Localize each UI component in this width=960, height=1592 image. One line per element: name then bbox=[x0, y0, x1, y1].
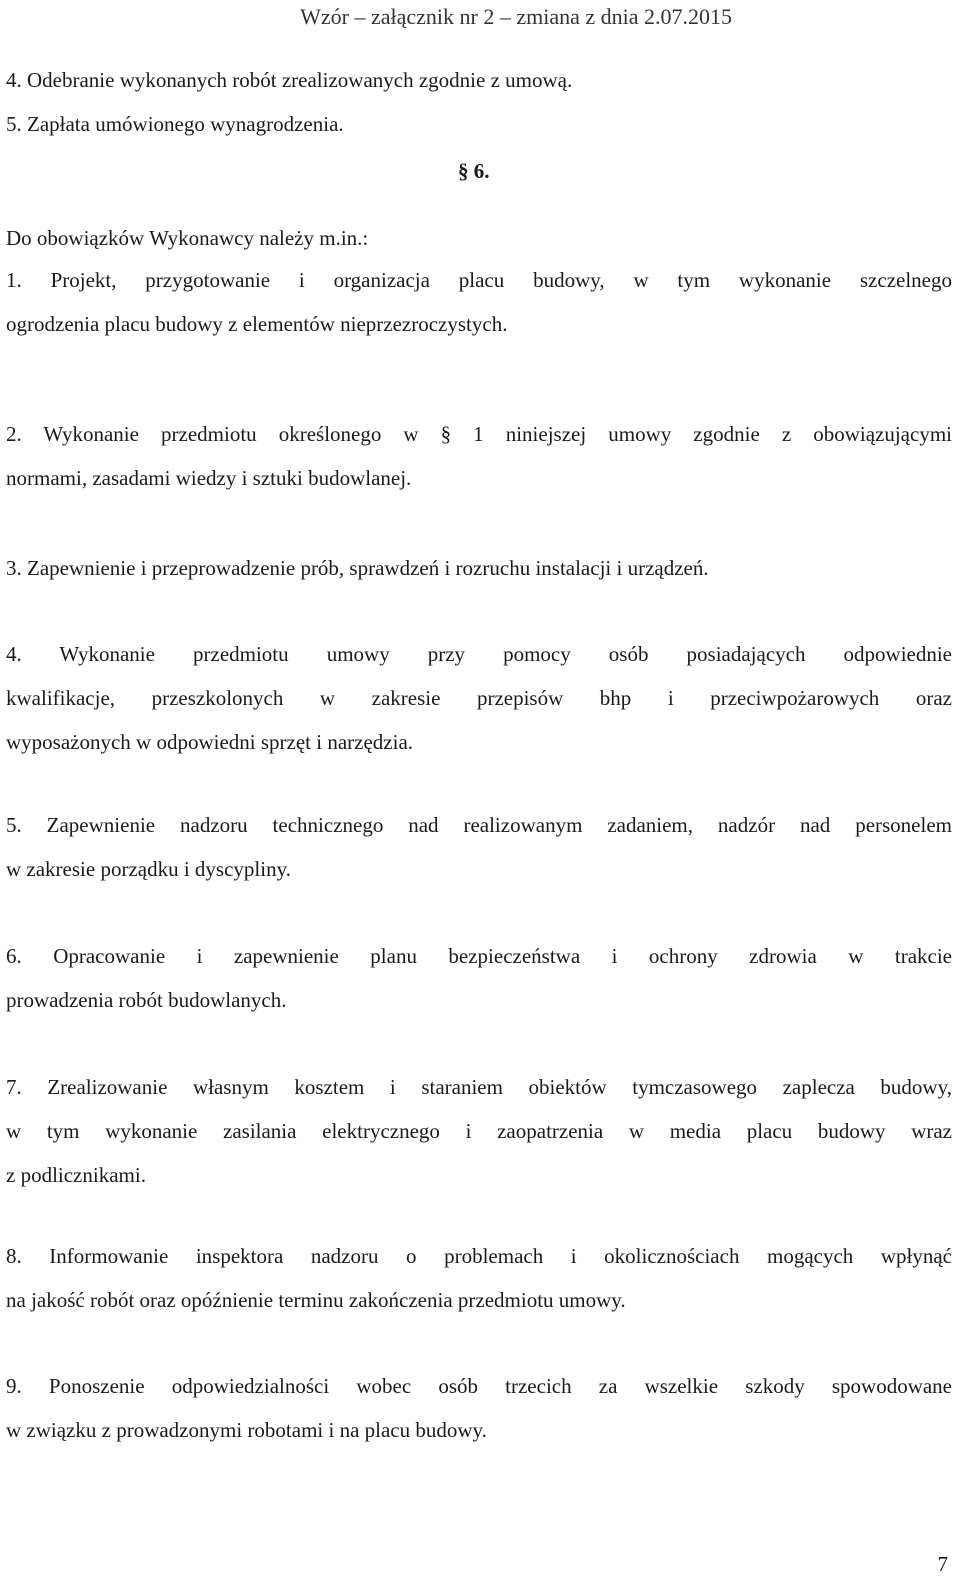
list-item-5: 5. Zapewnienie nadzoru technicznego nad realizowanym zadaniem, nadzór nad personelem w zakresie porządku i dyscypliny. bbox=[6, 813, 952, 881]
list-item-2: 2. Wykonanie przedmiotu określonego w § 1 niniejszej umowy zgodnie z obowiązującymi normami, zasadami wiedzy i sztuki budowlanej. bbox=[6, 422, 952, 490]
list-item-8: 8. Informowanie inspektora nadzoru o problemach i okolicznościach mogących wpłynąć na jakość robót oraz opóźnienie terminu zakończenia przedmiotu umowy. bbox=[6, 1244, 952, 1312]
list-item-6: 6. Opracowanie i zapewnienie planu bezpieczeństwa i ochrony zdrowia w trakcie prowadzenia robót budowlanych. bbox=[6, 944, 952, 1012]
list-item-1: 1. Projekt, przygotowanie i organizacja placu budowy, w tym wykonanie szczelnego ogrodzenia placu budowy z elementów nieprzezroczystych. bbox=[6, 268, 952, 336]
page-number: 7 bbox=[937, 1552, 948, 1576]
previous-item: 4. Odebranie wykonanych robót zrealizowanych zgodnie z umową. bbox=[6, 68, 573, 92]
list-item-7: 7. Zrealizowanie własnym kosztem i staraniem obiektów tymczasowego zaplecza budowy, w tym wykonanie zasilania elektrycznego i zaopatrzenia w media placu budowy wraz z podlicznikami. bbox=[6, 1075, 952, 1187]
list-item-3: 3. Zapewnienie i przeprowadzenie prób, sprawdzeń i rozruchu instalacji i urządzeń. bbox=[6, 556, 709, 580]
list-item-4: 4. Wykonanie przedmiotu umowy przy pomocy osób posiadających odpowiednie kwalifikacje, przeszkolonych w zakresie przepisów bhp i przeciwpożarowych oraz wyposażonych w odpowiedni sprzęt i narzędzia. bbox=[6, 642, 952, 754]
document-header: Wzór – załącznik nr 2 – zmiana z dnia 2.07.2015 bbox=[300, 4, 732, 29]
list-item-9: 9. Ponoszenie odpowiedzialności wobec osób trzecich za wszelkie szkody spowodowane w związku z prowadzonymi robotami i na placu budowy. bbox=[6, 1374, 952, 1442]
section-intro: Do obowiązków Wykonawcy należy m.in.: bbox=[6, 226, 369, 250]
section-heading: § 6. bbox=[458, 159, 490, 183]
previous-item: 5. Zapłata umówionego wynagrodzenia. bbox=[6, 112, 344, 136]
